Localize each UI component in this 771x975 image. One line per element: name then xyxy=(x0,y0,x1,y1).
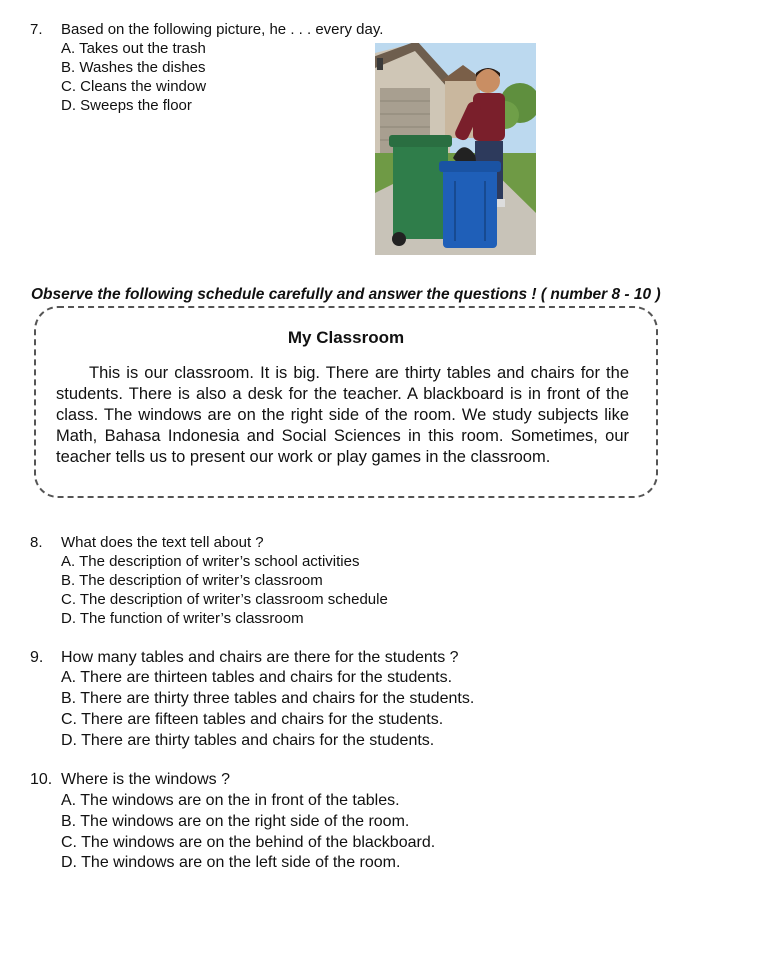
question-7-option-a[interactable]: A. Takes out the trash xyxy=(61,40,206,57)
question-8-text: What does the text tell about ? xyxy=(61,534,264,551)
question-9-option-a[interactable]: A. There are thirteen tables and chairs for the students. xyxy=(61,669,453,686)
question-8-option-a[interactable]: A. The description of writer’s school activities xyxy=(61,553,360,570)
question-10-text: Where is the windows ? xyxy=(61,771,230,788)
question-9-option-b[interactable]: B. There are thirty three tables and chairs for the students. xyxy=(61,690,475,707)
boy-shirt xyxy=(473,93,505,141)
reading-title: My Classroom xyxy=(287,328,405,347)
question-9-number: 9. xyxy=(30,649,44,666)
reading-box xyxy=(34,306,658,498)
question-7-text: Based on the following picture, he . . . every day. xyxy=(61,21,384,38)
question-9-option-d[interactable]: D. There are thirty tables and chairs for the students. xyxy=(61,732,435,749)
question-10-number: 10. xyxy=(30,771,53,788)
question-8-option-b[interactable]: B. The description of writer’s classroom xyxy=(61,572,323,589)
reading-paragraph xyxy=(56,363,629,468)
question-9-option-c[interactable]: C. There are fifteen tables and chairs for the students. xyxy=(61,711,444,728)
question-8-option-d[interactable]: D. The function of writer’s classroom xyxy=(61,610,304,627)
question-7-option-c[interactable]: C. Cleans the window xyxy=(61,78,207,95)
question-8-option-c[interactable]: C. The description of writer’s classroom schedule xyxy=(61,591,388,608)
wall-lamp xyxy=(377,58,383,70)
reading-text: This is our classroom. It is big. There are thirty tables and chairs for the students. There is also a desk for the teacher. A blackboard is in front of the class. The windows are on the right side of the room. We study subjects like Math, Bahasa Indonesia and Social Sciences in this room. Sometimes, our teacher tells us to present our work or play games in the classroom. xyxy=(56,364,629,466)
question-7-option-d[interactable]: D. Sweeps the floor xyxy=(61,97,192,114)
boy-trash-bins-photo xyxy=(375,43,536,255)
question-9-text: How many tables and chairs are there for the students ? xyxy=(61,649,459,666)
question-7-number: 7. xyxy=(30,21,43,38)
question-10-option-a[interactable]: A. The windows are on the in front of the tables. xyxy=(61,792,400,809)
question-7-option-b[interactable]: B. Washes the dishes xyxy=(61,59,206,76)
question-8-number: 8. xyxy=(30,534,43,551)
question-10-option-b[interactable]: B. The windows are on the right side of the room. xyxy=(61,813,410,830)
photo-illustration xyxy=(375,43,536,255)
green-trash-bin xyxy=(393,143,448,239)
question-10-option-c[interactable]: C. The windows are on the behind of the blackboard. xyxy=(61,834,436,851)
question-10-option-d[interactable]: D. The windows are on the left side of the room. xyxy=(61,854,401,871)
instruction-text: Observe the following schedule carefully and answer the questions ! ( number 8 - 10 ) xyxy=(31,286,661,303)
blue-trash-bin xyxy=(443,168,497,248)
